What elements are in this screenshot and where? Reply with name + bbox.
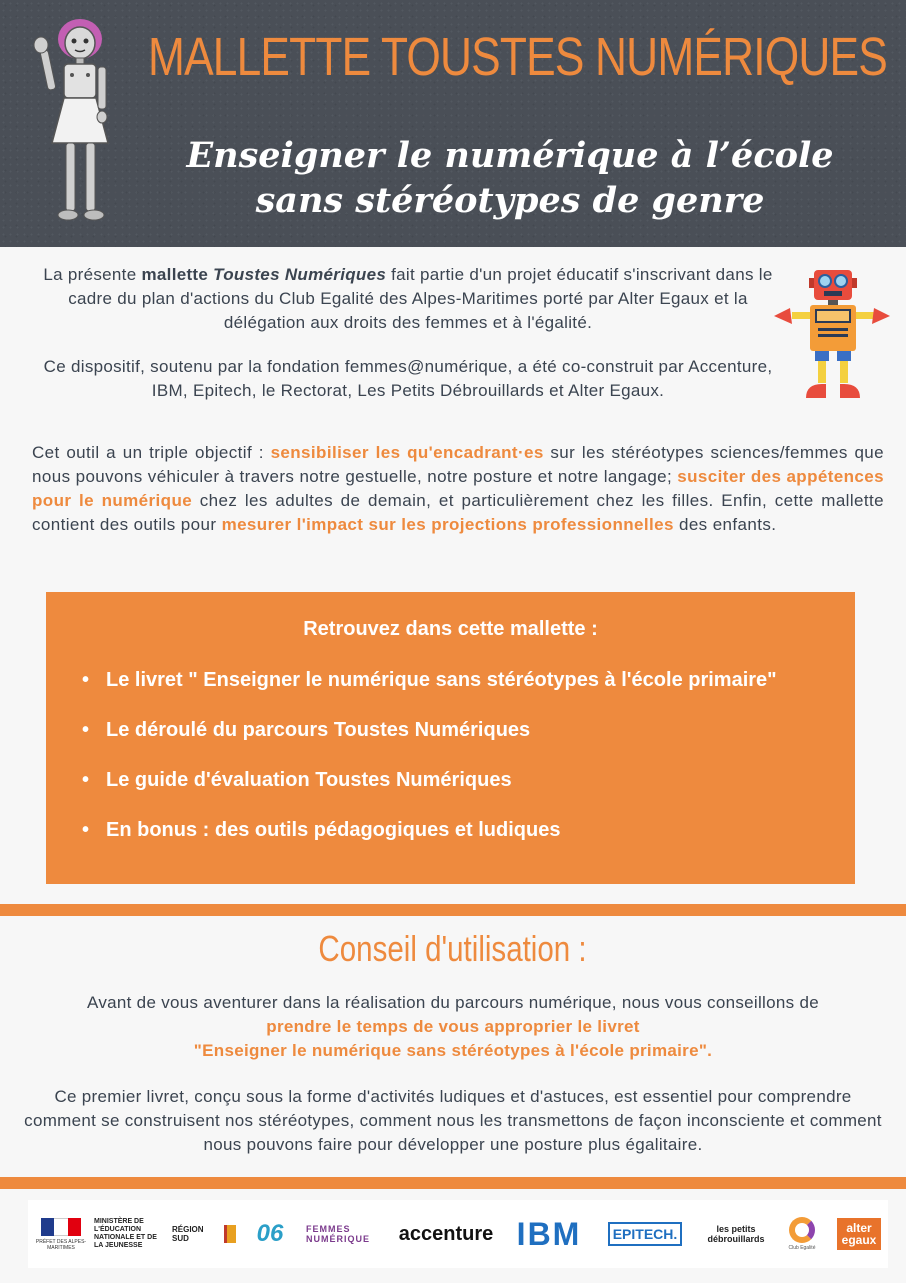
mallette-contents-box xyxy=(46,592,855,884)
list-item: • Le déroulé du parcours Toustes Numériques xyxy=(104,719,777,769)
accenture-logo: accenture xyxy=(398,1222,494,1245)
conseil-paragraph-1: Avant de vous aventurer dans la réalisation du parcours numérique, nous vous conseillons de prendre le temps de vous approprier le livret "Enseigner le numérique sans stéréotypes à l'école primaire". xyxy=(87,993,819,1060)
objectives-paragraph: Cet outil a un triple objectif : sensibiliser les qu'encadrant·es sur les stéréotypes sciences/femmes que nous pouvons véhiculer à travers notre gestuelle, notre posture et notre langage; susciter des appétences pour le numérique chez les adultes de demain, et particulièrement chez les filles. Enfin, cette mallette contient des outils pour mesurer l'impact sur les projections professionnelles des enfants. xyxy=(32,443,885,534)
divider xyxy=(0,904,906,916)
intro-text xyxy=(28,263,788,423)
robot-illustration xyxy=(770,266,894,404)
ministere-logo: MINISTÈRE DE L'ÉDUCATION NATIONALE ET DE LA JEUNESSE xyxy=(94,1218,157,1249)
header-banner xyxy=(0,0,906,247)
epitech-logo: EPITECH. xyxy=(602,1200,688,1268)
prefet-logo: PRÉFET DES ALPES-MARITIMES xyxy=(32,1200,90,1268)
conseil-paragraph-2: Ce premier livret, conçu sous la forme d'activités ludiques et d'astuces, est essentiel pour comprendre comment se construisent nos stéréotypes, comment nous les transmettons de façon inconsciente et comment nous pouvons faire pour développer une posture plus égalitaire. xyxy=(24,1087,882,1154)
list-item: • En bonus : des outils pédagogiques et ludiques xyxy=(104,819,777,869)
conseil-title: Conseil d'utilisation : xyxy=(318,928,588,969)
conseil-text xyxy=(20,991,886,1179)
region-sud-logo: RÉGION SUD xyxy=(172,1200,236,1268)
list-item: • Le guide d'évaluation Toustes Numériques xyxy=(104,769,777,819)
femmes-numerique-logo: FEMMES NUMÉRIQUE xyxy=(306,1224,371,1244)
page-title: MALLETTE TOUSTES NUMÉRIQUES xyxy=(148,27,887,87)
ibm-logo: IBM xyxy=(516,1215,582,1252)
alter-egaux-logo: alter egaux xyxy=(834,1200,884,1268)
box-title: Retrouvez dans cette mallette : xyxy=(303,618,598,640)
page-subtitle: Enseigner le numérique à l’école sans stéréotypes de genre xyxy=(186,135,834,221)
intro-paragraph-1: La présente mallette Toustes Numériques fait partie d'un projet éducatif s'inscrivant dans le cadre du plan d'actions du Club Egalité des Alpes-Maritimes porté par Alter Egaux et la délégation aux droits des femmes et à l'égalité. xyxy=(43,265,773,332)
club-egalite-logo: Club Egalité xyxy=(780,1200,824,1268)
contents-list xyxy=(102,669,777,869)
departement-06-logo: 06 xyxy=(256,1220,284,1247)
girl-robot-illustration xyxy=(28,15,126,230)
petits-debrouillards-logo: les petits débrouillards xyxy=(707,1224,765,1244)
partner-logos xyxy=(28,1200,888,1268)
list-item: • Le livret " Enseigner le numérique sans stéréotypes à l'école primaire" xyxy=(104,669,777,719)
intro-paragraph-2: Ce dispositif, soutenu par la fondation femmes@numérique, a été co-construit par Accenture, IBM, Epitech, le Rectorat, Les Petits Débrouillards et Alter Egaux. xyxy=(43,357,773,400)
